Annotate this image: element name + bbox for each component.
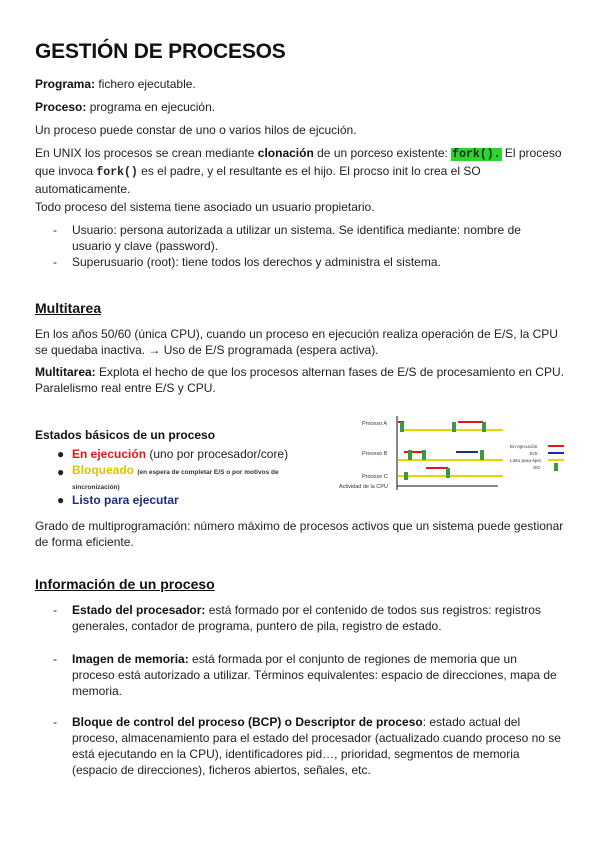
estados-heading: Estados básicos de un proceso xyxy=(35,428,216,442)
multitarea-definition xyxy=(35,364,565,396)
diagram-label-cpu: Actividad de la CPU xyxy=(339,484,388,490)
legend-es: E/S xyxy=(530,452,538,457)
list-dash: - xyxy=(53,603,57,617)
estado-listo-label: Listo para ejecutar xyxy=(72,493,179,507)
proceso-definition xyxy=(35,99,565,115)
estado-bloqueado-label: Bloqueado xyxy=(72,463,134,477)
info-item-text: está formado por el contenido de todos sus registros: registros generales, contador de programa, puntero de pila, registro de estado. xyxy=(72,603,541,633)
unix-text-1: En UNIX los procesos se crean mediante xyxy=(35,146,258,160)
so-mark xyxy=(408,450,412,460)
programa-label: Programa: xyxy=(35,77,96,91)
so-mark xyxy=(404,472,408,480)
estado-ejecucion-note: (uno por procesador/core) xyxy=(146,447,289,461)
so-mark xyxy=(480,450,484,460)
diagram-label-proceso-c: Proceso C xyxy=(362,474,388,480)
list-dash: - xyxy=(53,255,57,269)
programa-text: fichero ejecutable. xyxy=(95,77,196,91)
list-dash: - xyxy=(53,223,57,237)
list-dash: - xyxy=(53,715,57,729)
list-item: Superusuario (root): tiene todos los derechos y administra el sistema. xyxy=(72,255,441,269)
so-mark xyxy=(446,468,450,478)
multitarea-label: Multitarea: xyxy=(35,365,96,379)
proceso-text: programa en ejecución. xyxy=(86,100,216,114)
estado-ejecucion-label: En ejecución xyxy=(72,447,147,461)
informacion-heading: Información de un proceso xyxy=(35,576,215,592)
legend-ejecucion: En ejecución xyxy=(510,445,538,450)
so-mark xyxy=(482,422,486,432)
estado-listo xyxy=(72,492,562,508)
fork-code: fork() xyxy=(96,166,138,179)
estado-bloqueado-note: (en espera de completar E/S o por motivos de sincronización) xyxy=(72,469,279,491)
so-mark xyxy=(400,422,404,432)
grado-paragraph: Grado de multiprogramación: número máximo de procesos activos que un sistema puede gestionar de forma eficiente. xyxy=(35,519,564,549)
bullet: ● xyxy=(57,465,65,479)
unix-paragraph xyxy=(35,145,565,197)
info-item-text: : estado actual del proceso, almacenamiento para el estado del procesador (actualizado cuando proceso no se está ejecutando en la CPU), identificadores pid…, prioridad, segmentos de memoria (espacio de direcciones), ficheros abiertos, señales, etc. xyxy=(72,715,561,777)
bullet: ● xyxy=(57,447,65,461)
so-mark xyxy=(452,422,456,432)
list-dash: - xyxy=(53,652,57,666)
hilos-paragraph: Un proceso puede constar de uno o varios hilos de ejcución. xyxy=(35,123,357,137)
fork-code-highlight: fork(). xyxy=(452,148,501,161)
info-bcp xyxy=(72,714,562,778)
info-item-label: Imagen de memoria: xyxy=(72,652,189,666)
estado-bloqueado xyxy=(72,464,312,494)
diagram-label-proceso-b: Proceso B xyxy=(362,451,388,457)
page-title: GESTIÓN DE PROCESOS xyxy=(35,40,286,63)
process-timeline-diagram xyxy=(338,412,570,494)
list-item: Usuario: persona autorizada a utilizar un sistema. Se identifica mediante: nombre de usuario y clave (password). xyxy=(72,223,521,253)
multitarea-history: En los años 50/60 (única CPU), cuando un proceso en ejecución realiza operación de E/S, la CPU se quedaba inactiva. → Uso de E/S programada (espera activa). xyxy=(35,327,558,357)
programa-definition xyxy=(35,76,565,92)
info-imagen-memoria xyxy=(72,651,562,699)
unix-text-4: es el padre, y el resultante es el hijo. El procso init lo crea el SO automaticamente. xyxy=(35,164,481,196)
multitarea-text: Explota el hecho de que los procesos alternan fases de E/S de procesamiento en CPU. Paralelismo real entre E/S y CPU. xyxy=(35,365,564,395)
unix-text-3: El proceso que invoca xyxy=(35,146,562,178)
legend-listo: Listo para ejec. xyxy=(510,459,543,464)
info-item-label: Bloque de control del proceso (BCP) o Descriptor de proceso xyxy=(72,715,423,729)
info-item-label: Estado del procesador: xyxy=(72,603,206,617)
clonacion-term: clonación xyxy=(257,146,314,160)
unix-text-2: de un porceso existente: xyxy=(313,146,452,160)
bullet: ● xyxy=(57,493,65,507)
info-item-text: está formada por el conjunto de regiones de memoria que un proceso está autorizado a utilizar. Términos equivalentes: espacio de direcciones, mapa de memoria. xyxy=(72,652,557,698)
legend-so: SO xyxy=(533,466,540,471)
diagram-label-proceso-a: Proceso A xyxy=(362,421,388,427)
multitarea-heading: Multitarea xyxy=(35,300,102,316)
usuario-paragraph: Todo proceso del sistema tiene asociado un usuario propietario. xyxy=(35,200,375,214)
proceso-label: Proceso: xyxy=(35,100,87,114)
legend-so-swatch xyxy=(554,463,558,471)
so-mark xyxy=(422,450,426,460)
info-estado-procesador xyxy=(72,602,562,634)
